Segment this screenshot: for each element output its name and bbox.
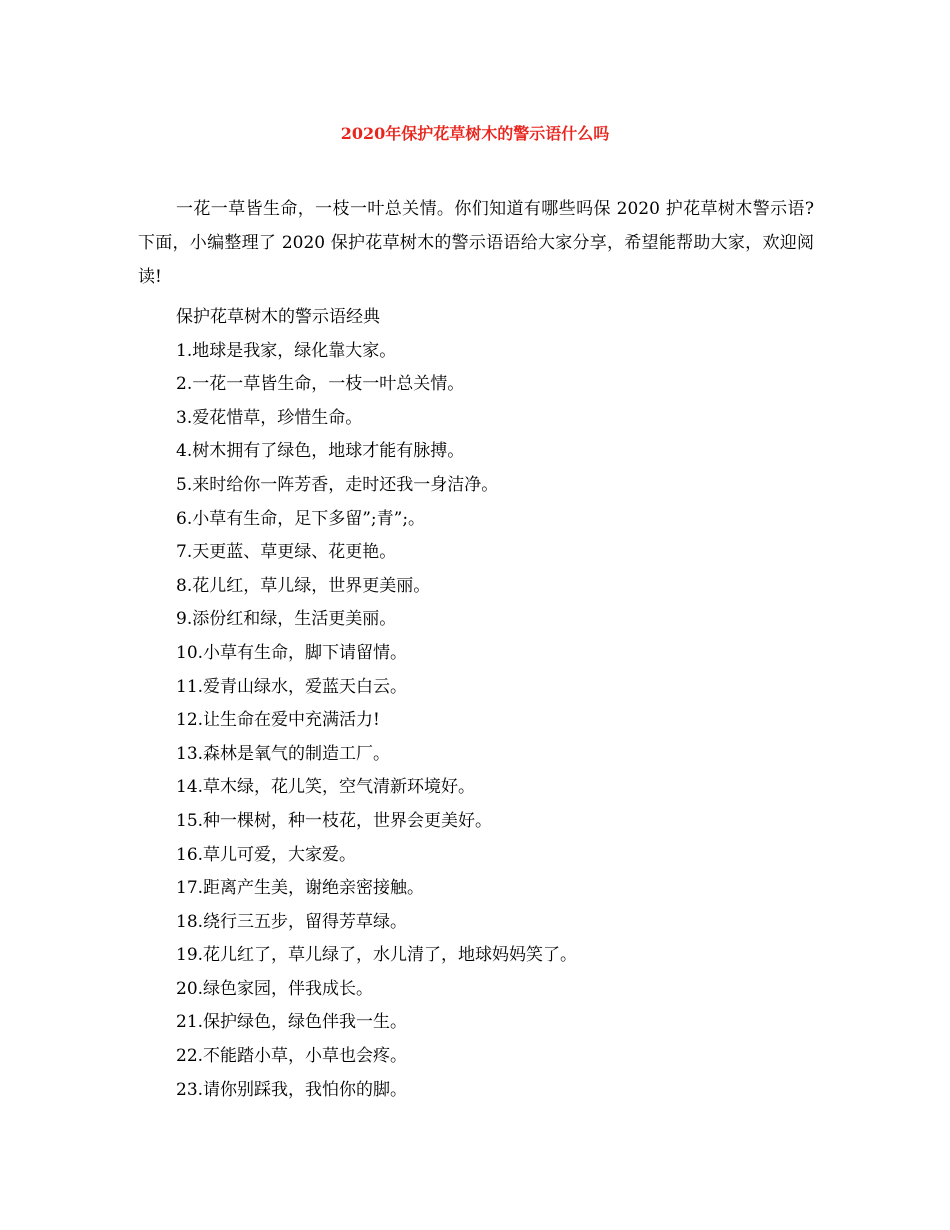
list-item: 7.天更蓝、草更绿、花更艳。 [176, 542, 397, 563]
list-item: 14.草木绿，花儿笑，空气清新环境好。 [176, 777, 476, 798]
list-item: 16.草儿可爱，大家爱。 [176, 844, 357, 865]
list-item: 12.让生命在爱中充满活力! [176, 710, 380, 731]
slogan-list [176, 300, 816, 1106]
list-item: 23.请你别踩我，我怕你的脚。 [176, 1079, 408, 1100]
list-item: 3.爱花惜草，珍惜生命。 [176, 407, 363, 428]
list-item: 9.添份红和绿，生活更美丽。 [176, 609, 397, 630]
list-item: 10.小草有生命，脚下请留情。 [176, 642, 408, 663]
list-item: 6.小草有生命，足下多留”;青”;。 [176, 508, 426, 529]
list-item: 19.花儿红了，草儿绿了，水儿清了，地球妈妈笑了。 [176, 945, 578, 966]
list-item: 21.保护绿色，绿色伴我一生。 [176, 1012, 408, 1033]
list-item: 15.种一棵树，种一枝花，世界会更美好。 [176, 810, 493, 831]
list-item: 22.不能踏小草，小草也会疼。 [176, 1046, 408, 1067]
list-item: 11.爱青山绿水，爱蓝天白云。 [176, 676, 408, 697]
list-item: 17.距离产生美，谢绝亲密接触。 [176, 878, 425, 899]
list-item: 8.花儿红，草儿绿，世界更美丽。 [176, 575, 431, 596]
list-item: 20.绿色家园，伴我成长。 [176, 978, 374, 999]
list-item: 2.一花一草皆生命，一枝一叶总关情。 [176, 374, 465, 395]
intro-paragraph: 一花一草皆生命，一枝一叶总关情。你们知道有哪些吗保 2020 护花草树木警示语?下面，小编整理了 2020 保护花草树木的警示语语给大家分享，希望能帮助大家，欢迎阅读! [138, 199, 814, 287]
list-item: 13.森林是氧气的制造工厂。 [176, 743, 391, 764]
list-item: 4.树木拥有了绿色，地球才能有脉搏。 [176, 441, 465, 462]
list-item: 5.来时给你一阵芳香，走时还我一身洁净。 [176, 474, 499, 495]
list-item: 18.绕行三五步，留得芳草绿。 [176, 911, 408, 932]
list-item: 1.地球是我家，绿化靠大家。 [176, 340, 397, 361]
section-heading: 保护花草树木的警示语经典 [176, 307, 380, 327]
document-title: 2020年保护花草树木的警示语什么吗 [340, 124, 610, 143]
